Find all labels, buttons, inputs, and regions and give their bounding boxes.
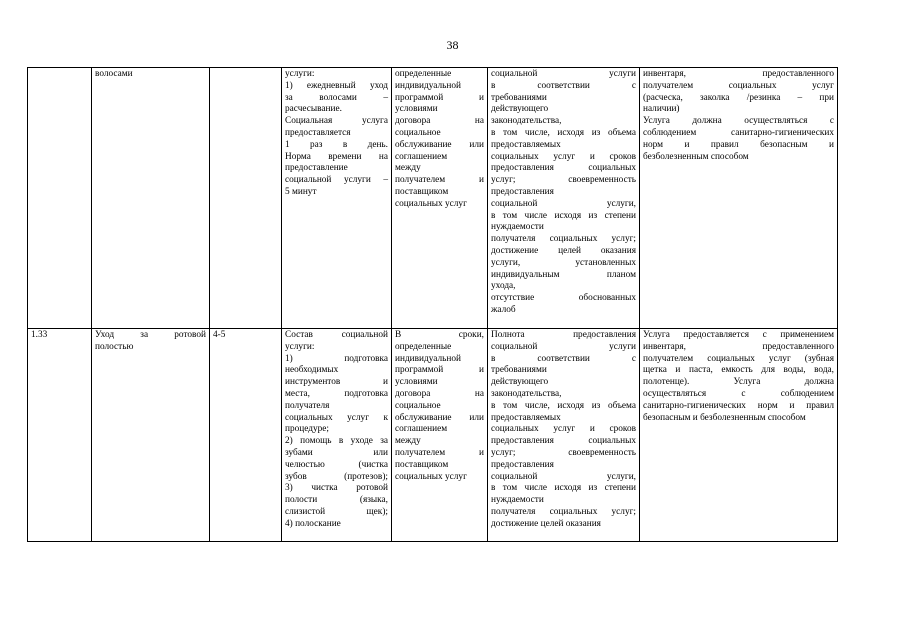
text-line: получателем социальных услуг (зубная	[643, 353, 834, 364]
text-line: соглашением	[395, 151, 448, 162]
text-line: получателя социальных услуг;	[491, 506, 636, 517]
text-line: социальной услуги,	[491, 198, 636, 209]
table-row	[28, 68, 838, 329]
cell-quality-indicators	[488, 68, 640, 329]
text-line: инструментов и	[285, 377, 388, 388]
text-line: В сроки,	[395, 330, 484, 340]
cell-number	[28, 68, 92, 329]
cell-service-content	[282, 68, 392, 329]
text-line: инвентаря, предоставленного	[643, 341, 834, 352]
text-line: договора на	[395, 388, 484, 399]
text-line: нуждаемости	[491, 495, 544, 506]
text-line: действующего	[491, 377, 549, 388]
text-line: безболезненным способом	[643, 151, 749, 162]
text-line: поставщиком	[395, 459, 449, 470]
text-line: программой и	[395, 92, 484, 103]
text-line: процедуре;	[285, 424, 329, 435]
text-line: предоставления	[491, 459, 554, 470]
text-line: социальной услуги	[491, 69, 636, 79]
text-line: требованиями	[491, 365, 547, 376]
text-line: услуг; своевременность	[491, 447, 636, 458]
text-line: 1) подготовка	[285, 353, 388, 364]
text-line: в соответствии с	[491, 353, 636, 364]
text-line: социальной услуги,	[491, 471, 636, 482]
text-line: 1) ежедневный уход	[285, 80, 388, 91]
text-line: социальное	[395, 127, 441, 138]
text-line: соглашением	[395, 424, 448, 435]
cell-service-name	[92, 329, 210, 542]
text-line: за волосами –	[285, 92, 388, 103]
text-line: услуги:	[285, 69, 315, 79]
text-line: услуги:	[285, 341, 315, 352]
text-line: индивидуальным планом	[491, 269, 636, 280]
text-line: Уход за ротовой	[95, 330, 206, 340]
text-line: Состав социальной	[285, 330, 388, 340]
text-line: предоставляемых	[491, 139, 561, 150]
text-line: зубами или	[285, 447, 388, 458]
text-line: в соответствии с	[491, 80, 636, 91]
text-line: предоставления социальных	[491, 163, 636, 174]
text-line: определенные	[395, 341, 452, 352]
services-table	[27, 67, 838, 542]
cell-conditions	[640, 68, 838, 329]
cell-service-content	[282, 329, 392, 542]
text-line: норм и правил безопасным и	[643, 139, 834, 150]
text-line: социальных услуг и сроков	[491, 424, 636, 435]
cell-service-name	[92, 68, 210, 329]
cell-terms	[392, 68, 488, 329]
text-line: социальных услуг и сроков	[491, 151, 636, 162]
text-line: расчесывание.	[285, 104, 342, 115]
text-line: Услуга предоставляется с применением	[643, 330, 834, 340]
text-line: обслуживание или	[395, 412, 484, 423]
text-line: отсутствие обоснованных	[491, 293, 636, 304]
text-line: Норма времени на	[285, 151, 388, 162]
text-line: в том числе исходя из степени	[491, 483, 636, 494]
text-line: поставщиком	[395, 186, 449, 197]
text-line: соблюдением санитарно-гигиенических	[643, 127, 834, 138]
text-line: слизистой щек);	[285, 506, 388, 517]
text-line: волосами	[95, 69, 133, 79]
text-line: между	[395, 163, 421, 174]
text-line: инвентаря, предоставленного	[643, 69, 834, 79]
text-line: 1 раз в день.	[285, 139, 388, 150]
cell-period	[210, 68, 282, 329]
text-line: санитарно-гигиенических норм и правил	[643, 400, 834, 411]
text-line: получателем и	[395, 175, 484, 186]
text-line: социальной услуги	[491, 341, 636, 352]
text-line: условиями	[395, 104, 438, 115]
text-line: услуги, установленных	[491, 257, 636, 268]
text-line: в том числе исходя из степени	[491, 210, 636, 221]
cell-number: 1.33	[28, 329, 92, 542]
text-line: осуществляться с соблюдением	[643, 388, 834, 399]
text-line: условиями	[395, 377, 438, 388]
text-line: действующего	[491, 104, 549, 115]
text-line: места, подготовка	[285, 388, 388, 399]
text-line: жалоб	[491, 304, 516, 315]
text-line: в том числе, исходя из объема	[491, 127, 636, 138]
text-line: предоставления	[491, 186, 554, 197]
table-body	[28, 68, 838, 542]
text-line: социальное	[395, 400, 441, 411]
text-line: достижение целей оказания	[491, 245, 636, 256]
cell-period: 4-5	[210, 329, 282, 542]
text-line: 2) помощь в уходе за	[285, 436, 388, 447]
cell-conditions	[640, 329, 838, 542]
text-line: зубов (протезов);	[285, 471, 388, 482]
text-line: безопасным и безболезненным способом	[643, 412, 806, 423]
text-line: социальных услуг к	[285, 412, 388, 423]
text-line: предоставляется	[285, 127, 351, 138]
text-line: получателя	[285, 400, 330, 411]
text-line: необходимых	[285, 365, 339, 376]
text-line: Социальная услуга	[285, 116, 388, 127]
text-line: полости (языка,	[285, 495, 388, 506]
text-line: полостью	[95, 341, 134, 352]
text-line: социальных услуг	[395, 198, 467, 209]
text-line: 3) чистка ротовой	[285, 483, 388, 494]
text-line: услуг; своевременность	[491, 175, 636, 186]
text-line: требованиями	[491, 92, 547, 103]
text-line: достижение целей оказания	[491, 518, 601, 529]
text-line: предоставление	[285, 163, 348, 174]
text-line: полотенце). Услуга должна	[643, 377, 834, 388]
text-line: законодательства,	[491, 388, 562, 399]
page-number: 38	[446, 38, 459, 52]
text-line: челюстью (чистка	[285, 459, 388, 470]
text-line: социальной услуги –	[285, 175, 388, 186]
text-line: Полнота предоставления	[491, 330, 636, 340]
table-row	[28, 329, 838, 542]
text-line: 4) полоскание	[285, 518, 341, 529]
text-line: индивидуальной	[395, 80, 461, 91]
text-line: в том числе, исходя из объема	[491, 400, 636, 411]
text-line: (расческа, заколка /резинка – при	[643, 92, 834, 103]
text-line: законодательства,	[491, 116, 562, 127]
text-line: программой и	[395, 365, 484, 376]
text-line: предоставления социальных	[491, 436, 636, 447]
text-line: ухода,	[491, 281, 516, 292]
text-line: определенные	[395, 69, 452, 79]
text-line: Услуга должна осуществляться с	[643, 116, 834, 127]
cell-terms	[392, 329, 488, 542]
text-line: получателя социальных услуг;	[491, 234, 636, 245]
text-line: предоставляемых	[491, 412, 561, 423]
text-line: получателем социальных услуг	[643, 80, 834, 91]
text-line: договора на	[395, 116, 484, 127]
text-line: 5 минут	[285, 186, 317, 197]
text-line: наличии)	[643, 104, 680, 115]
text-line: обслуживание или	[395, 139, 484, 150]
text-line: нуждаемости	[491, 222, 544, 233]
text-line: получателем и	[395, 447, 484, 458]
cell-quality-indicators	[488, 329, 640, 542]
text-line: индивидуальной	[395, 353, 461, 364]
text-line: щетка и паста, емкость для воды, вода,	[643, 365, 834, 376]
text-line: социальных услуг	[395, 471, 467, 482]
text-line: между	[395, 436, 421, 447]
